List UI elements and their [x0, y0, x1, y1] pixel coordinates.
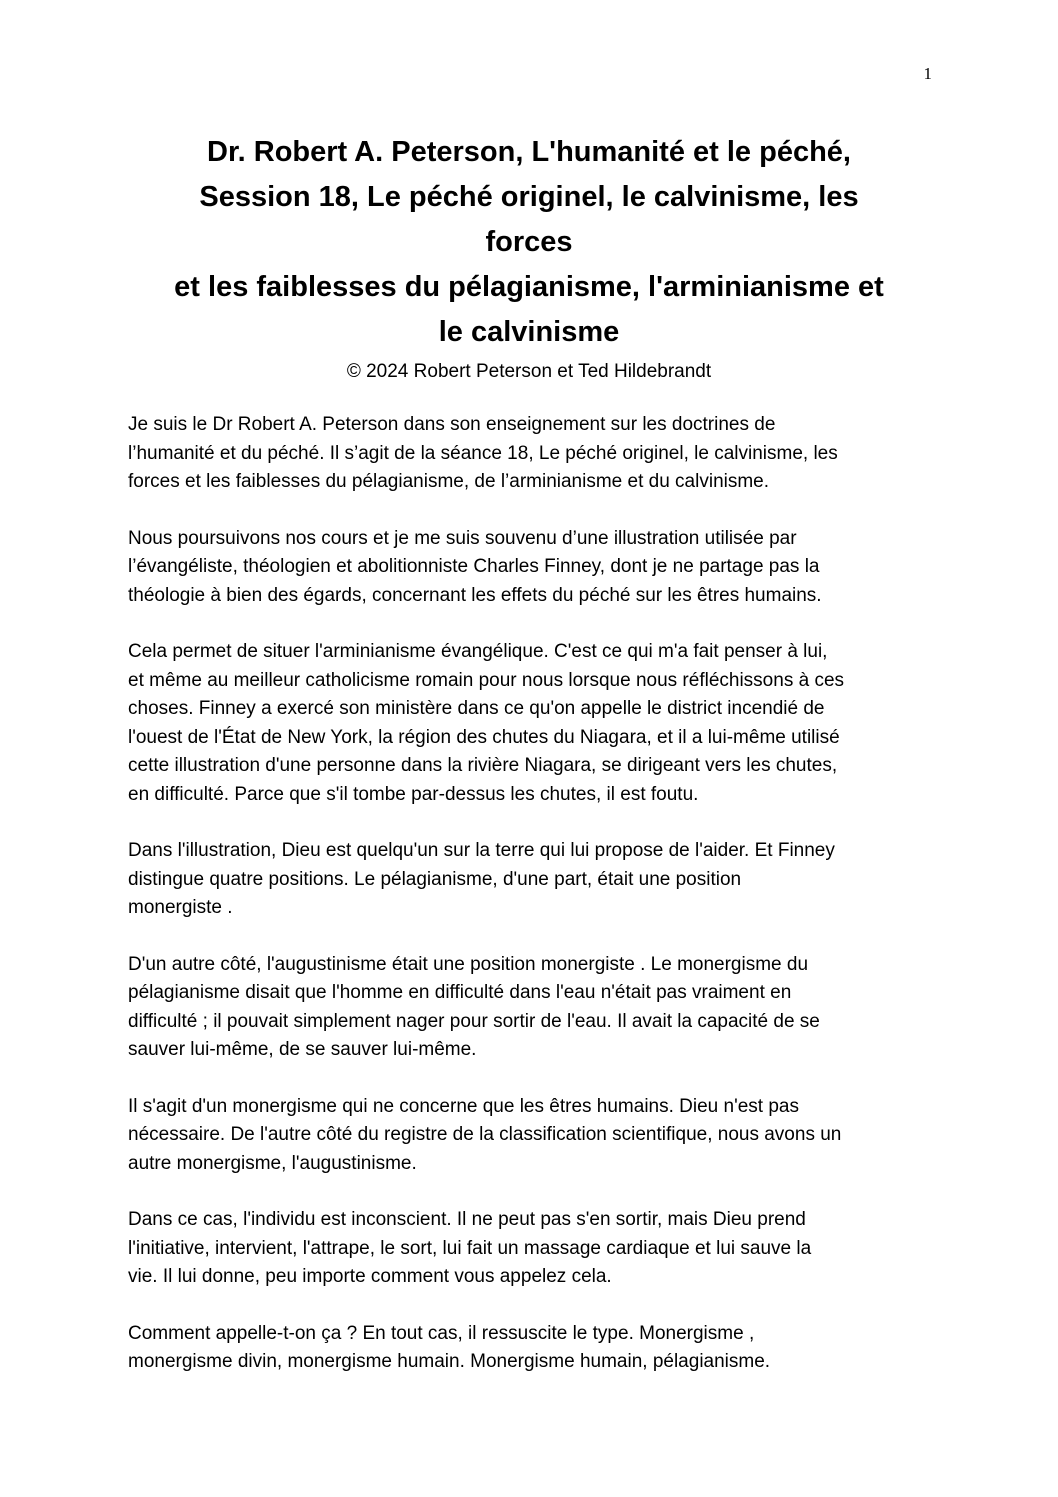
paragraph-4: [128, 837, 938, 923]
paragraph-line: forces et les faiblesses du pélagianisme, de l’arminianisme et du calvinisme.: [128, 471, 770, 492]
paragraph-8: [128, 1320, 938, 1377]
paragraph-line: théologie à bien des égards, concernant les effets du péché sur les êtres humains.: [128, 584, 822, 606]
page-number: 1: [923, 64, 932, 83]
paragraph-line: monergisme divin, monergisme humain. Monergisme humain, pélagianisme.: [128, 1351, 771, 1372]
copyright-notice: © 2024 Robert Peterson et Ted Hildebrandt: [346, 361, 712, 382]
paragraph-line: sauver lui-même, de se sauver lui-même.: [128, 1039, 477, 1060]
paragraph-line: cette illustration d'une personne dans la rivière Niagara, se dirigeant vers les chutes,: [128, 755, 838, 776]
paragraph-line: l’humanité et du péché. Il s’agit de la séance 18, Le péché originel, le calvinisme, les: [128, 442, 838, 464]
document-header: [128, 130, 930, 387]
paragraph-line: pélagianisme disait que l'homme en difficulté dans l'eau n'était pas vraiment en: [128, 982, 792, 1003]
paragraph-line: choses. Finney a exercé son ministère dans ce qu'on appelle le district incendié de: [128, 698, 825, 719]
paragraph-line: l'ouest de l'État de New York, la région des chutes du Niagara, et il a lui-même utilisé: [128, 726, 840, 748]
paragraph-line: Il s'agit d'un monergisme qui ne concerne que les êtres humains. Dieu n'est pas: [128, 1095, 799, 1117]
paragraph-1: [128, 411, 938, 497]
paragraph-line: Je suis le Dr Robert A. Peterson dans son enseignement sur les doctrines de: [128, 414, 776, 435]
paragraph-line: Comment appelle-t-on ça ? En tout cas, il ressuscite le type. Monergisme ,: [128, 1322, 755, 1344]
document-title-line-5: le calvinisme: [438, 316, 620, 348]
paragraph-line: et même au meilleur catholicisme romain pour nous lorsque nous réfléchissons à ces: [128, 669, 845, 691]
paragraph-line: nécessaire. De l'autre côté du registre de la classification scientifique, nous avons un: [128, 1124, 842, 1145]
paragraph-line: l’évangéliste, théologien et abolitionniste Charles Finney, dont je ne partage pas la: [128, 556, 820, 577]
paragraph-line: Dans ce cas, l'individu est inconscient. Il ne peut pas s'en sortir, mais Dieu prend: [128, 1209, 806, 1230]
paragraph-line: vie. Il lui donne, peu importe comment vous appelez cela.: [128, 1266, 612, 1287]
document-title-line-1: Dr. Robert A. Peterson, L'humanité et le péché,: [207, 136, 851, 168]
paragraph-2: [128, 525, 938, 611]
document-title-line-4: et les faiblesses du pélagianisme, l'arminianisme et: [174, 271, 884, 303]
paragraph-line: Cela permet de situer l'arminianisme évangélique. C'est ce qui m'a fait penser à lui,: [128, 641, 828, 662]
paragraph-line: l'initiative, intervient, l'attrape, le sort, lui fait un massage cardiaque et lui sauve la: [128, 1237, 812, 1259]
paragraph-line: Nous poursuivons nos cours et je me suis souvenu d’une illustration utilisée par: [128, 527, 797, 549]
document-body: [128, 411, 938, 1405]
paragraph-line: D'un autre côté, l'augustinisme était une position monergiste . Le monergisme du: [128, 953, 809, 975]
paragraph-line: autre monergisme, l'augustinisme.: [128, 1152, 417, 1174]
paragraph-5: [128, 951, 938, 1065]
paragraph-line: en difficulté. Parce que s'il tombe par-dessus les chutes, il est foutu.: [128, 783, 699, 805]
paragraph-line: distingue quatre positions. Le pélagianisme, d'une part, était une position: [128, 868, 742, 890]
paragraph-6: [128, 1093, 938, 1179]
paragraph-line: Dans l'illustration, Dieu est quelqu'un sur la terre qui lui propose de l'aider. Et Finney: [128, 840, 835, 861]
paragraph-line: difficulté ; il pouvait simplement nager pour sortir de l'eau. Il avait la capacité de se: [128, 1010, 820, 1032]
document-title-line-2: Session 18, Le péché originel, le calvinisme, les: [199, 181, 859, 213]
paragraph-7: [128, 1206, 938, 1292]
document-title-line-3: forces: [485, 226, 573, 258]
paragraph-line: monergiste .: [128, 897, 233, 918]
paragraph-3: [128, 638, 938, 809]
